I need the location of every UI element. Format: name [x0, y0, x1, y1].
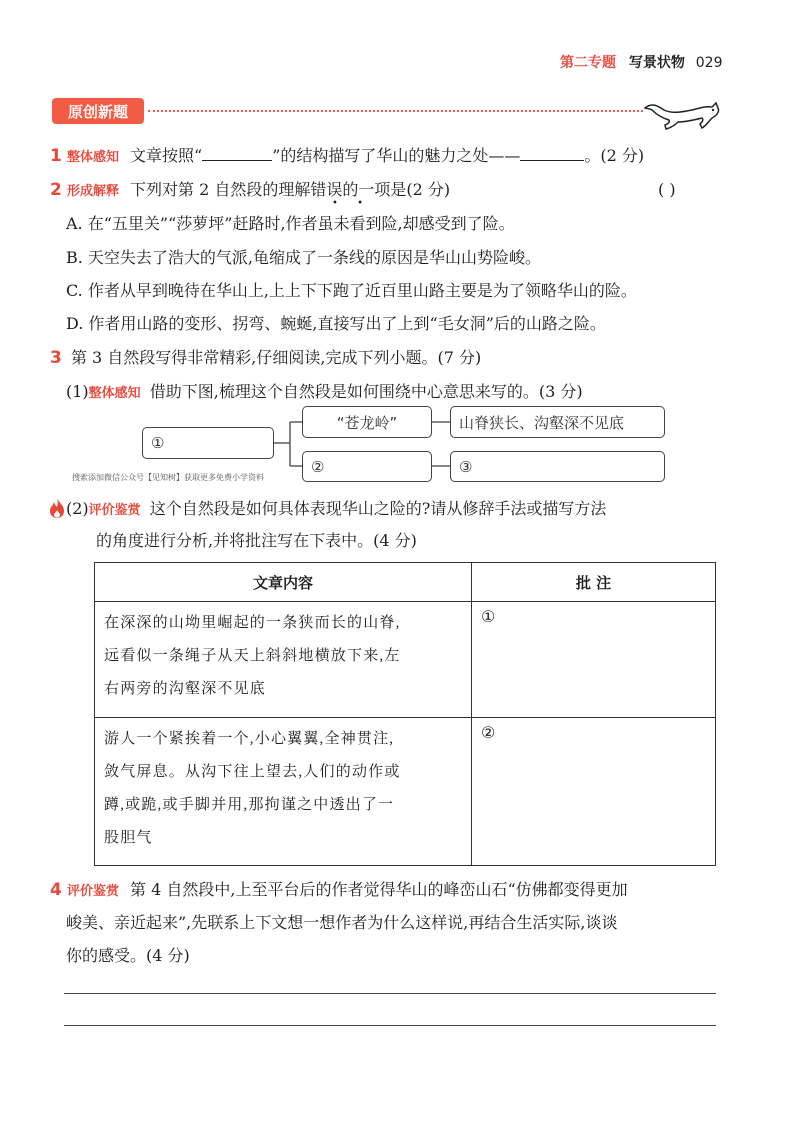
- skill-tag: 评价鉴赏: [66, 884, 119, 899]
- question-number: 2: [50, 180, 62, 200]
- diagram-box-3[interactable]: ③: [450, 451, 665, 482]
- question-text: 这个自然段是如何具体表现华山之险的?请从修辞手法或描写方法: [149, 499, 607, 518]
- annotation-table: [94, 562, 716, 866]
- table-row: [95, 602, 716, 718]
- content-line: 游人一个紧挨着一个,小心翼翼,全神贯注,: [104, 731, 395, 747]
- option-c[interactable]: C. 作者从早到晚待在华山上,上上下下跑了近百里山路主要是为了领略华山的险。: [66, 281, 637, 300]
- question-4-line2: 峻美、亲近起来”,先联系上下文想一想作者为什么这样说,再结合生活实际,谈谈: [66, 913, 618, 932]
- table-header-annotation: 批 注: [472, 563, 716, 602]
- skill-tag: 评价鉴赏: [88, 503, 141, 518]
- option-b[interactable]: B. 天空失去了浩大的气派,龟缩成了一条线的原因是华山山势险峻。: [66, 248, 542, 267]
- question-text: 第 3 自然段写得非常精彩,仔细阅读,完成下列小题。(7 分): [70, 348, 482, 367]
- table-header-content: 文章内容: [95, 563, 472, 602]
- sub-question-number: (2): [66, 499, 89, 518]
- watermark-text: 搜索添加微信公众号【见知树】获取更多免费小学资料: [72, 473, 264, 482]
- question-text: 借助下图,梳理这个自然段是如何围绕中心意思来写的。(3 分): [149, 382, 583, 401]
- question-number: 4: [50, 880, 62, 900]
- annotation-number: ①: [481, 607, 496, 626]
- content-line: 在深深的山坳里崛起的一条狭而长的山脊,: [104, 615, 401, 631]
- question-3-2-line2: 的角度进行分析,并将批注写在下表中。(4 分): [96, 531, 417, 550]
- question-number: 3: [50, 348, 62, 368]
- table-row: [95, 718, 716, 866]
- content-line: 股胆气: [104, 830, 153, 846]
- question-text: 第 4 自然段中,上至平台后的作者觉得华山的峰峦山石“仿佛都变得更加: [130, 880, 628, 899]
- answer-line-2[interactable]: [64, 1025, 716, 1026]
- diagram-box-ridge: 山脊狭长、沟壑深不见底: [450, 406, 665, 438]
- content-line: 敛气屏息。从沟下往上望去,人们的动作或: [104, 764, 401, 780]
- skill-tag: 形成解释: [66, 184, 119, 199]
- answer-line-1[interactable]: [64, 993, 716, 994]
- table-cell-annotation-1[interactable]: [472, 602, 716, 718]
- sub-question-number: (1): [66, 382, 89, 401]
- diagram-box-1[interactable]: ①: [142, 427, 274, 459]
- content-line: 远看似一条绳子从天上斜斜地横放下来,左: [104, 648, 401, 664]
- table-cell-content: [95, 602, 472, 718]
- banner-title: 原创新题: [67, 102, 128, 121]
- diagram-box-canglongling: “苍龙岭”: [302, 406, 432, 438]
- option-d[interactable]: D. 作者用山路的变形、拐弯、蜿蜒,直接写出了上到“毛女洞”后的山路之险。: [66, 314, 606, 333]
- annotation-number: ②: [481, 723, 496, 742]
- topic-label: 写景状物: [628, 55, 685, 71]
- question-text: 文章按照“: [130, 146, 203, 165]
- diagram-box-2[interactable]: ②: [302, 451, 432, 482]
- skill-tag: 整体感知: [66, 150, 119, 165]
- table-cell-annotation-2[interactable]: [472, 718, 716, 866]
- content-line: 蹲,或跪,或手脚并用,那拘谨之中透出了一: [104, 797, 395, 813]
- emphasis-dots: • •: [332, 198, 371, 209]
- question-text: ”的结构描写了华山的魅力之处——: [272, 146, 521, 165]
- question-4: [50, 878, 628, 904]
- question-3-2: [66, 497, 606, 523]
- content-line: 右两旁的沟壑深不见底: [104, 681, 267, 697]
- table-cell-content: [95, 718, 472, 866]
- skill-tag: 整体感知: [88, 386, 141, 401]
- flame-icon: [48, 497, 66, 519]
- question-text: 下列对第 2 自然段的理解错误的一项是(2 分): [130, 180, 451, 199]
- question-4-line3: 你的感受。(4 分): [66, 946, 190, 965]
- page-number: 029: [695, 55, 723, 71]
- section-label: 第二专题: [560, 55, 616, 71]
- answer-parentheses[interactable]: ( ): [658, 180, 676, 199]
- question-number: 1: [50, 146, 62, 166]
- question-text: 。(2 分): [584, 146, 645, 165]
- option-a[interactable]: A. 在“五里关”“莎萝坪”赶路时,作者虽未看到险,却感受到了险。: [66, 214, 515, 233]
